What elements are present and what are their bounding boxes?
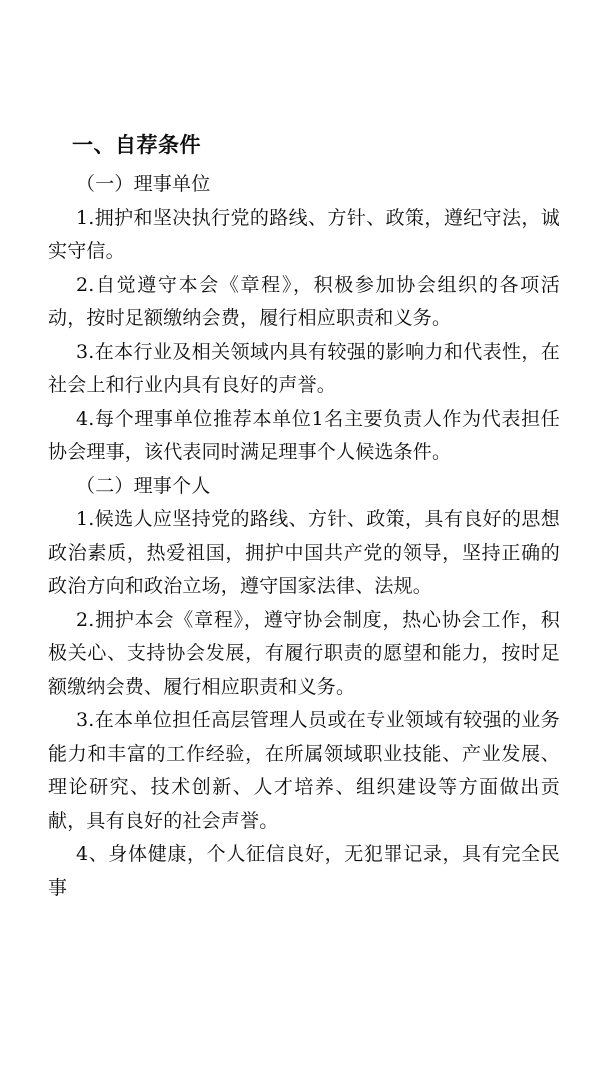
section-title-1: （一）理事单位 <box>76 173 211 195</box>
section-2-item-1: 1.候选人应坚持党的路线、方针、政策，具有良好的思想政治素质，热爱祖国，拥护中国共产党的领导，坚持正确的政治方向和政治立场，遵守国家法律、法规。 <box>48 508 560 597</box>
section-1-item-4: 4.每个理事单位推荐本单位1名主要负责人作为代表担任协会理事，该代表同时满足理事个人候选条件。 <box>48 407 560 463</box>
section-1-item-3: 3.在本行业及相关领域内具有较强的影响力和代表性，在社会上和行业内具有良好的声誉。 <box>48 340 560 396</box>
section-1-item-1: 1.拥护和坚决执行党的路线、方针、政策，遵纪守法，诚实守信。 <box>48 206 560 262</box>
section-2-item-2: 2.拥护本会《章程》，遵守协会制度，热心协会工作，积极关心、支持协会发展，有履行职责的愿望和能力，按时足额缴纳会费、履行相应职责和义务。 <box>48 608 560 698</box>
section-title-2: （二）理事个人 <box>76 474 211 497</box>
section-1-item-2: 2.自觉遵守本会《章程》，积极参加协会组织的各项活动，按时足额缴纳会费，履行相应职责和义务。 <box>48 273 560 329</box>
section-2-item-4: 4、身体健康，个人征信良好，无犯罪记录，具有完全民事 <box>48 843 560 899</box>
page-title: 一、自荐条件 <box>72 133 201 157</box>
section-2-item-3: 3.在本单位担任高层管理人员或在专业领域有较强的业务能力和丰富的工作经验，在所属领域职业技能、产业发展、理论研究、技术创新、人才培养、组织建设等方面做出贡献，具有良好的社会声誉。 <box>48 709 560 832</box>
